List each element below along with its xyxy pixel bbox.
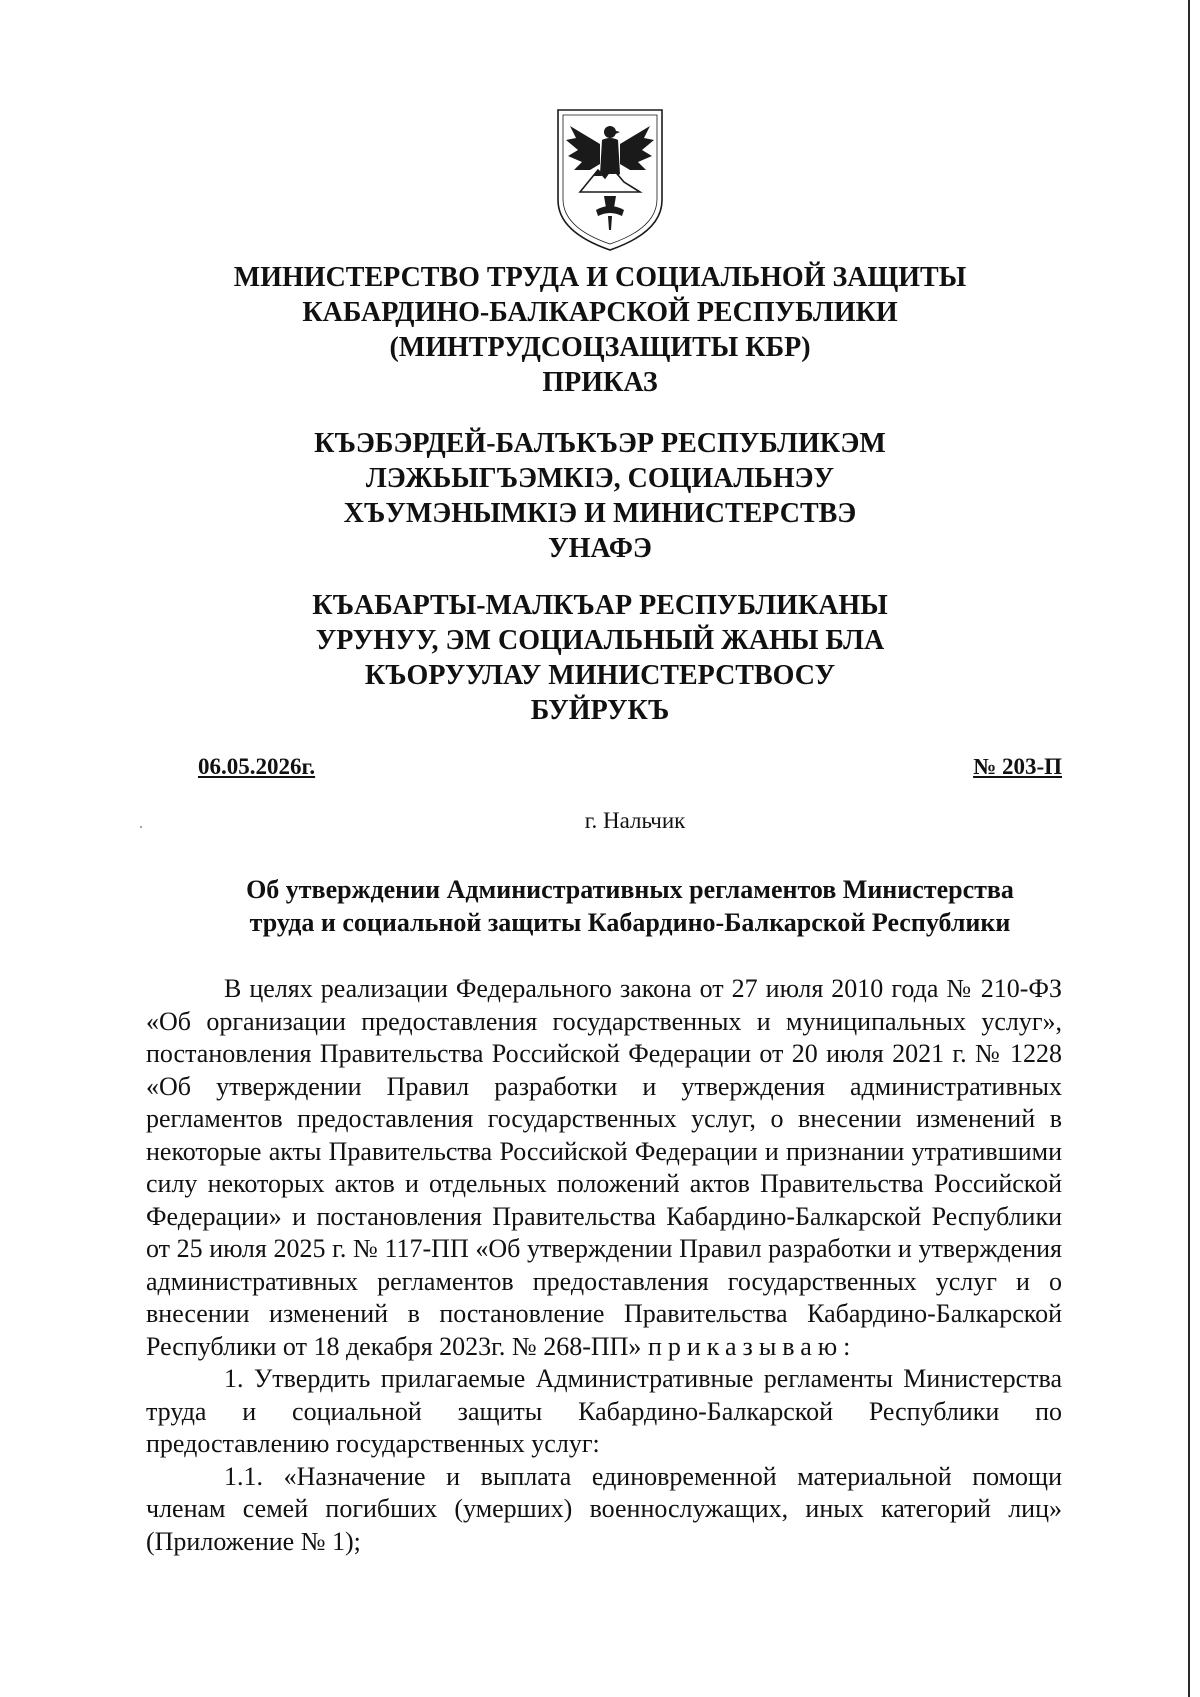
scan-speck [140, 826, 142, 828]
ministry-heading-line: КАБАРДИНО-БАЛКАРСКОЙ РЕСПУБЛИКИ [302, 297, 898, 328]
kabardian-heading-line: ХЪУМЭНЫМКIЭ И МИНИСТЕРСТВЭ [343, 498, 857, 529]
kabardian-heading [150, 426, 1050, 566]
order-subject-line: труда и социальной защиты Кабардино-Балкарской Республики [249, 908, 1011, 937]
item-1-paragraph: 1. Утвердить прилагаемые Административные регламенты Министерства труда и социальной защиты Кабардино-Балкарской Республики по предоставлению государственных услуг: [146, 1364, 1062, 1458]
kabardian-heading-line: ЛЭЖЬЫГЪЭМКIЭ, СОЦИАЛЬНЭУ [365, 463, 835, 494]
order-city: г. Нальчик [584, 808, 686, 833]
preamble-text: В целях реализации Федерального закона от 27 июля 2010 года № 210-ФЗ «Об организации предоставления государственных и муниципальных услуг», постановления Правительства Российской Федерации от 20 июля 2021 г. № 1228 «Об утверждении Правил разработки и утверждения административных регламентов предоставления государственных услуг, о внесении изменений в некоторые акты Правительства Российской Федерации и признании утратившими силу некоторых актов и отдельных положений актов Правительства Российской Федерации» и постановления Правительства Кабардино-Балкарской Республики от 25 июля 2025 г. № 117-ПП «Об утверждении Правил разработки и утверждения административных регламентов предоставления государственных услуг и о внесении изменений в постановление Правительства Кабардино-Балкарской Республики от 18 декабря 2023г. № 268-ПП» [146, 974, 1062, 1361]
scan-edge-line [1188, 0, 1190, 1697]
order-title: ПРИКАЗ [542, 367, 658, 398]
kabardian-heading-line: КЪЭБЭРДЕЙ-БАЛЪКЪЭР РЕСПУБЛИКЭМ [314, 428, 886, 459]
order-number: № 203-П [973, 754, 1062, 779]
order-body [146, 973, 1062, 1558]
order-subject [160, 873, 1100, 939]
balkar-order-title: БУЙРУКЪ [530, 695, 670, 726]
balkar-heading-line: УРУНУУ, ЭМ СОЦИАЛЬНЫЙ ЖАНЫ БЛА [315, 625, 885, 656]
kbr-coat-of-arms-icon [550, 104, 670, 254]
balkar-heading-line: КЪОРУУЛАУ МИНИСТЕРСТВОСУ [364, 660, 836, 691]
balkar-heading-line: КЪАБАРТЫ-МАЛКЪАР РЕСПУБЛИКАНЫ [312, 590, 888, 621]
kabardian-order-title: УНАФЭ [548, 533, 652, 564]
order-word: приказываю: [647, 1331, 857, 1361]
order-subject-line: Об утверждении Административных регламентов Министерства [246, 875, 1014, 904]
ministry-heading-line: МИНИСТЕРСТВО ТРУДА И СОЦИАЛЬНОЙ ЗАЩИТЫ [233, 262, 967, 293]
balkar-heading [150, 588, 1050, 728]
order-date: 06.05.2026г. [198, 754, 316, 779]
item-1-1-paragraph: 1.1. «Назначение и выплата единовременной материальной помощи членам семей погибших (умерших) военнослужащих, иных категорий лиц» (Приложение № 1); [146, 1461, 1062, 1556]
ministry-heading [150, 260, 1050, 400]
ministry-heading-line: (МИНТРУДСОЦЗАЩИТЫ КБР) [389, 332, 811, 363]
preamble-paragraph [146, 973, 1062, 1363]
